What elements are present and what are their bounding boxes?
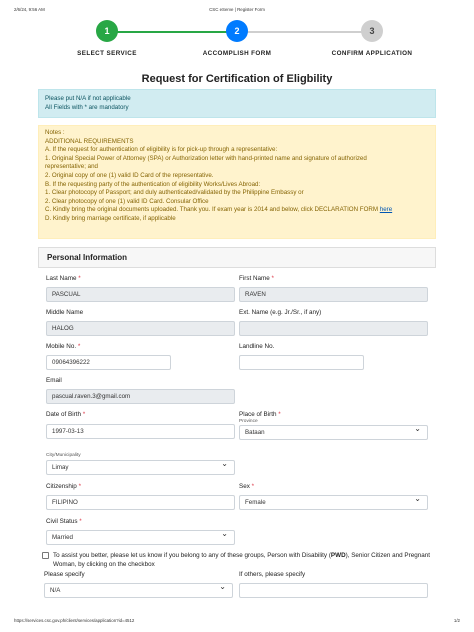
others-specify-label: If others, please specify: [239, 571, 306, 578]
first-name-field[interactable]: RAVEN: [239, 287, 428, 302]
province-select[interactable]: Bataan ⌄: [239, 425, 428, 440]
print-url: https://services.csc.gov.ph/client/services/application?id=4512: [14, 618, 135, 623]
groups-checkbox-text: To assist you better, please let us know if you belong to any of these groups, Person with Disability (PWD), Senior Citizen and Pregnant Woman, by clicking on the checkbox: [53, 552, 430, 568]
notes-alert: [38, 125, 436, 239]
dob-field[interactable]: 1997-03-13: [46, 424, 235, 439]
civil-status-select[interactable]: Married ⌄: [46, 530, 235, 545]
please-specify-select[interactable]: N/A ⌄: [44, 583, 233, 598]
last-name-field[interactable]: PASCUAL: [46, 287, 235, 302]
notes-line: D. Kindly bring marriage certificate, if applicable: [45, 214, 176, 222]
dob-label: Date of Birth *: [46, 411, 86, 418]
ext-name-label: Ext. Name (e.g. Jr./Sr., if any): [239, 309, 322, 316]
notes-line: representative; and: [45, 163, 98, 171]
print-page-title: CSC eServe | Register Form: [209, 7, 265, 12]
email-field[interactable]: pascual.raven.3@gmail.com: [46, 389, 235, 404]
last-name-label: Last Name *: [46, 275, 81, 282]
print-datetime: 2/6/24, 9:56 AM: [14, 7, 45, 12]
city-select[interactable]: Limay ⌄: [46, 460, 235, 475]
page-title: Request for Certification of Eligbility: [141, 73, 333, 85]
notes-heading: Notes :: [45, 129, 65, 136]
email-label: Email: [46, 377, 62, 384]
please-specify-label: Please specify: [44, 571, 85, 578]
pob-label: Place of Birth *: [239, 411, 281, 418]
progress-stepper: [37, 20, 437, 60]
info-alert-line: Please put N/A if not applicable: [45, 95, 131, 102]
province-sublabel: Province: [239, 419, 258, 424]
declaration-form-link[interactable]: here: [379, 206, 393, 214]
step-number: 3: [361, 20, 383, 42]
sex-select[interactable]: Female ⌄: [239, 495, 428, 510]
others-specify-field[interactable]: [239, 583, 428, 598]
city-sublabel: City/Municipality: [46, 453, 81, 458]
divider: [38, 267, 436, 268]
notes-line: B. If the requesting party of the authentication of eligibility Works/Lives Abroad:: [45, 180, 261, 188]
citizenship-label: Citizenship *: [46, 483, 82, 490]
personal-info-heading: Personal Information: [38, 247, 436, 267]
notes-line: A. If the request for authentication of eligibility is for pick-up through a representative:: [45, 146, 278, 154]
notes-line: 2. Clear photocopy of one (1) valid ID Card. Consular Office: [45, 197, 209, 205]
groups-checkbox[interactable]: [42, 552, 49, 559]
step-label: SELECT SERVICE: [77, 50, 137, 57]
mobile-label: Mobile No. *: [46, 343, 81, 350]
notes-line: 2. Original copy of one (1) valid ID Card of the representative.: [45, 171, 214, 179]
notes-line: ADDITIONAL REQUIREMENTS: [45, 137, 134, 145]
notes-line-declaration: [45, 206, 429, 215]
info-alert-line: All Fields with * are mandatory: [45, 104, 129, 111]
notes-line: C. Kindly bring the original documents uploaded. Thank you. If exam year is 2014 and below, click DECLARATION FORM: [45, 206, 379, 214]
civil-status-label: Civil Status *: [46, 518, 82, 525]
step-label: ACCOMPLISH FORM: [202, 50, 272, 57]
step-accomplish-form: [192, 20, 282, 57]
info-alert: [38, 89, 436, 118]
step-confirm-application: [327, 20, 417, 57]
print-page-number: 1/2: [453, 618, 460, 623]
first-name-label: First Name *: [239, 275, 274, 282]
middle-name-field[interactable]: HALOG: [46, 321, 235, 336]
step-label: CONFIRM APPLICATION: [331, 50, 413, 57]
notes-line: 1. Original Special Power of Attorney (SPA) or Authorization letter with hand-printed name and signature of authorized: [45, 154, 367, 162]
groups-checkbox-row: [42, 551, 442, 569]
middle-name-label: Middle Name: [46, 309, 84, 316]
step-number: 1: [96, 20, 118, 42]
mobile-field[interactable]: 09064396222: [46, 355, 171, 370]
sex-label: Sex *: [239, 483, 255, 490]
step-select-service: [62, 20, 152, 57]
ext-name-field[interactable]: [239, 321, 428, 336]
step-number: 2: [226, 20, 248, 42]
citizenship-field[interactable]: FILIPINO: [46, 495, 235, 510]
landline-field[interactable]: [239, 355, 364, 370]
notes-line: 1. Clear photocopy of Passport; and duly authenticated/validated by the Philippine Embassy or: [45, 189, 304, 197]
landline-label: Landline No.: [239, 343, 275, 350]
